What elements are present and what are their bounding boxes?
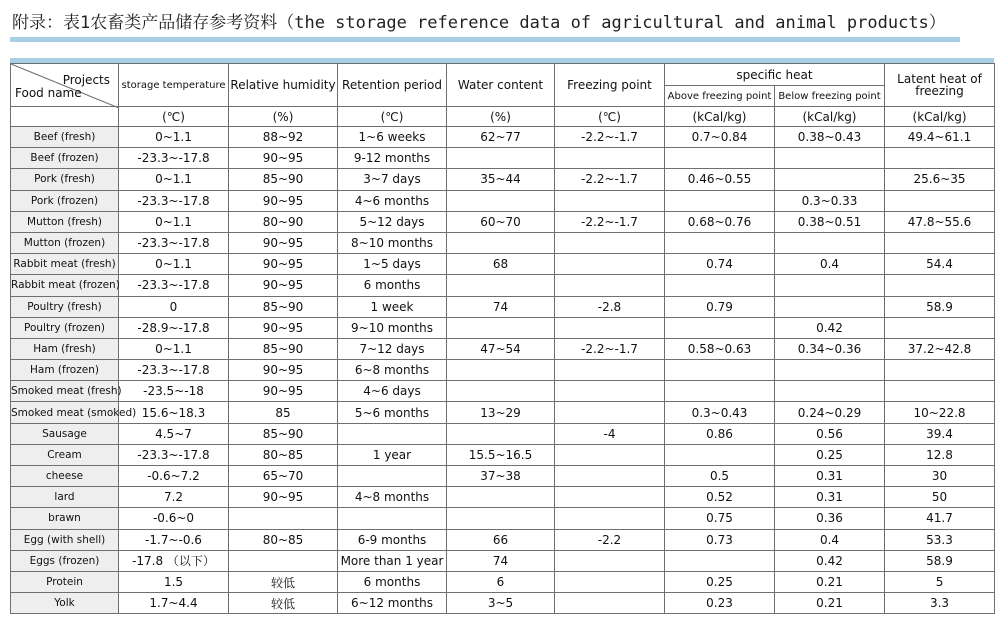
cell-freeze [555, 550, 665, 571]
cell-freeze: -2.2~-1.7 [555, 169, 665, 190]
unit-below-freezing: (kCal/kg) [775, 107, 885, 127]
cell-above: 0.79 [665, 296, 775, 317]
cell-humidity: 90~95 [229, 487, 338, 508]
table-row [11, 487, 995, 508]
cell-period: 9~10 months [338, 317, 447, 338]
cell-name: brawn [11, 508, 119, 529]
cell-below: 0.4 [775, 529, 885, 550]
cell-water: 6 [447, 571, 555, 592]
cell-latent: 39.4 [885, 423, 995, 444]
cell-freeze: -2.2~-1.7 [555, 338, 665, 359]
cell-water: 13~29 [447, 402, 555, 423]
cell-below: 0.42 [775, 550, 885, 571]
cell-temp: 0~1.1 [119, 169, 229, 190]
cell-above [665, 444, 775, 465]
cell-water: 74 [447, 550, 555, 571]
cell-name: Eggs (frozen) [11, 550, 119, 571]
cell-name: Protein [11, 571, 119, 592]
table-row [11, 508, 995, 529]
cell-humidity: 80~85 [229, 529, 338, 550]
cell-above: 0.3~0.43 [665, 402, 775, 423]
cell-latent: 54.4 [885, 254, 995, 275]
cell-period: 6~8 months [338, 360, 447, 381]
cell-temp: -23.3~-17.8 [119, 360, 229, 381]
cell-water [447, 148, 555, 169]
cell-below: 0.24~0.29 [775, 402, 885, 423]
table-row [11, 529, 995, 550]
cell-water: 68 [447, 254, 555, 275]
cell-latent: 50 [885, 487, 995, 508]
cell-below: 0.38~0.51 [775, 211, 885, 232]
cell-freeze [555, 232, 665, 253]
cell-freeze: -2.8 [555, 296, 665, 317]
cell-temp: -17.8 （以下） [119, 550, 229, 571]
cell-below: 0.56 [775, 423, 885, 444]
cell-latent [885, 148, 995, 169]
cell-above: 0.73 [665, 529, 775, 550]
cell-humidity [229, 508, 338, 529]
header-food-name: Food name [15, 86, 82, 100]
cell-above [665, 275, 775, 296]
cell-below: 0.34~0.36 [775, 338, 885, 359]
unit-latent-heat: (kCal/kg) [885, 107, 995, 127]
cell-above: 0.58~0.63 [665, 338, 775, 359]
cell-temp: -0.6~0 [119, 508, 229, 529]
cell-water [447, 232, 555, 253]
cell-humidity: 90~95 [229, 148, 338, 169]
cell-name: Pork (frozen) [11, 190, 119, 211]
cell-water [447, 487, 555, 508]
cell-name: Ham (fresh) [11, 338, 119, 359]
cell-above [665, 148, 775, 169]
cell-humidity: 90~95 [229, 275, 338, 296]
cell-above: 0.7~0.84 [665, 127, 775, 148]
storage-table [10, 63, 995, 614]
cell-humidity: 85~90 [229, 338, 338, 359]
cell-name: Rabbit meat (fresh) [11, 254, 119, 275]
cell-temp: -1.7~-0.6 [119, 529, 229, 550]
header-projects-foodname [11, 64, 119, 107]
cell-freeze [555, 487, 665, 508]
header-below-freezing: Below freezing point [775, 86, 885, 107]
cell-latent: 58.9 [885, 296, 995, 317]
cell-period: 4~6 days [338, 381, 447, 402]
cell-period [338, 466, 447, 487]
cell-water [447, 381, 555, 402]
cell-name: Beef (frozen) [11, 148, 119, 169]
table-row [11, 593, 995, 614]
header-storage-temperature: storage temperature [119, 64, 229, 107]
unit-storage-temperature: (℃) [119, 107, 229, 127]
cell-freeze [555, 148, 665, 169]
table-row [11, 571, 995, 592]
cell-latent: 49.4~61.1 [885, 127, 995, 148]
cell-water: 62~77 [447, 127, 555, 148]
cell-name: Ham (frozen) [11, 360, 119, 381]
cell-name: Smoked meat (smoked) [11, 402, 119, 423]
cell-name: Poultry (fresh) [11, 296, 119, 317]
cell-above: 0.74 [665, 254, 775, 275]
table-row [11, 423, 995, 444]
cell-humidity: 88~92 [229, 127, 338, 148]
cell-humidity: 90~95 [229, 232, 338, 253]
table-row [11, 232, 995, 253]
cell-name: Smoked meat (fresh) [11, 381, 119, 402]
cell-temp: 0~1.1 [119, 254, 229, 275]
cell-below [775, 381, 885, 402]
cell-temp: -23.3~-17.8 [119, 275, 229, 296]
cell-humidity: 85~90 [229, 423, 338, 444]
cell-latent: 5 [885, 571, 995, 592]
cell-water: 66 [447, 529, 555, 550]
cell-temp: -23.3~-17.8 [119, 148, 229, 169]
cell-latent [885, 232, 995, 253]
cell-latent [885, 360, 995, 381]
cell-below: 0.42 [775, 317, 885, 338]
cell-below: 0.36 [775, 508, 885, 529]
header-projects: Projects [62, 73, 110, 87]
cell-below [775, 275, 885, 296]
cell-name: Cream [11, 444, 119, 465]
table-row [11, 444, 995, 465]
cell-temp: -23.3~-17.8 [119, 444, 229, 465]
cell-name: lard [11, 487, 119, 508]
cell-freeze: -2.2~-1.7 [555, 127, 665, 148]
cell-humidity: 90~95 [229, 381, 338, 402]
cell-below: 0.4 [775, 254, 885, 275]
cell-below: 0.21 [775, 571, 885, 592]
cell-latent: 30 [885, 466, 995, 487]
cell-temp: -23.5~-18 [119, 381, 229, 402]
cell-humidity: 85 [229, 402, 338, 423]
cell-latent: 37.2~42.8 [885, 338, 995, 359]
cell-humidity: 80~85 [229, 444, 338, 465]
table-row [11, 275, 995, 296]
cell-water [447, 275, 555, 296]
cell-water: 60~70 [447, 211, 555, 232]
cell-above [665, 360, 775, 381]
cell-temp: 7.2 [119, 487, 229, 508]
cell-freeze [555, 444, 665, 465]
cell-above: 0.86 [665, 423, 775, 444]
cell-humidity: 较低 [229, 571, 338, 592]
header-freezing-point: Freezing point [555, 64, 665, 107]
cell-humidity: 90~95 [229, 360, 338, 381]
cell-temp: 15.6~18.3 [119, 402, 229, 423]
cell-above: 0.68~0.76 [665, 211, 775, 232]
cell-name: Yolk [11, 593, 119, 614]
cell-period: 5~12 days [338, 211, 447, 232]
cell-freeze [555, 317, 665, 338]
cell-period: 1 year [338, 444, 447, 465]
cell-period: 7~12 days [338, 338, 447, 359]
cell-below [775, 232, 885, 253]
cell-period [338, 508, 447, 529]
cell-temp: 0 [119, 296, 229, 317]
cell-below [775, 169, 885, 190]
cell-humidity: 80~90 [229, 211, 338, 232]
cell-freeze [555, 508, 665, 529]
cell-water: 47~54 [447, 338, 555, 359]
cell-temp: 0~1.1 [119, 338, 229, 359]
unit-above-freezing: (kCal/kg) [665, 107, 775, 127]
cell-water: 15.5~16.5 [447, 444, 555, 465]
cell-above: 0.46~0.55 [665, 169, 775, 190]
table-row [11, 148, 995, 169]
cell-freeze: -2.2 [555, 529, 665, 550]
cell-period: 8~10 months [338, 232, 447, 253]
cell-name: Sausage [11, 423, 119, 444]
cell-period: More than 1 year [338, 550, 447, 571]
table-row [11, 254, 995, 275]
table-row [11, 317, 995, 338]
cell-freeze [555, 571, 665, 592]
header-latent-heat: Latent heat of freezing [885, 64, 995, 107]
cell-period: 4~8 months [338, 487, 447, 508]
cell-temp: -23.3~-17.8 [119, 232, 229, 253]
cell-temp: 0~1.1 [119, 211, 229, 232]
cell-humidity: 90~95 [229, 254, 338, 275]
cell-below [775, 360, 885, 381]
cell-latent: 53.3 [885, 529, 995, 550]
cell-period: 3~7 days [338, 169, 447, 190]
cell-freeze [555, 360, 665, 381]
cell-above [665, 317, 775, 338]
cell-period: 4~6 months [338, 190, 447, 211]
cell-freeze: -4 [555, 423, 665, 444]
cell-humidity: 85~90 [229, 169, 338, 190]
cell-water [447, 190, 555, 211]
cell-freeze [555, 275, 665, 296]
cell-temp: 4.5~7 [119, 423, 229, 444]
cell-temp: -0.6~7.2 [119, 466, 229, 487]
cell-period: 1 week [338, 296, 447, 317]
cell-water: 74 [447, 296, 555, 317]
cell-water [447, 423, 555, 444]
header-relative-humidity: Relative humidity [229, 64, 338, 107]
unit-freezing-point: (℃) [555, 107, 665, 127]
cell-below [775, 148, 885, 169]
cell-above [665, 232, 775, 253]
table-row [11, 296, 995, 317]
header-specific-heat: specific heat [665, 64, 885, 86]
cell-water [447, 317, 555, 338]
cell-period: 6 months [338, 571, 447, 592]
page-title: 附录：表1农畜类产品储存参考资料（the storage reference data of agricultural and animal products） [12, 13, 946, 33]
cell-name: Mutton (fresh) [11, 211, 119, 232]
table-body [11, 127, 995, 614]
cell-period: 6-9 months [338, 529, 447, 550]
cell-period: 9-12 months [338, 148, 447, 169]
cell-period [338, 423, 447, 444]
cell-latent: 3.3 [885, 593, 995, 614]
cell-humidity: 90~95 [229, 190, 338, 211]
cell-water: 3~5 [447, 593, 555, 614]
cell-humidity: 85~90 [229, 296, 338, 317]
unit-relative-humidity: (%) [229, 107, 338, 127]
table-row [11, 402, 995, 423]
cell-temp: -23.3~-17.8 [119, 190, 229, 211]
cell-temp: 1.5 [119, 571, 229, 592]
header-water-content: Water content [447, 64, 555, 107]
cell-latent [885, 317, 995, 338]
cell-below: 0.21 [775, 593, 885, 614]
cell-above: 0.75 [665, 508, 775, 529]
header-above-freezing: Above freezing point [665, 86, 775, 107]
cell-above: 0.23 [665, 593, 775, 614]
cell-above: 0.5 [665, 466, 775, 487]
cell-below: 0.31 [775, 487, 885, 508]
cell-temp: -28.9~-17.8 [119, 317, 229, 338]
title-underline [10, 37, 960, 42]
cell-latent [885, 381, 995, 402]
table-row [11, 190, 995, 211]
cell-period: 1~6 weeks [338, 127, 447, 148]
cell-freeze [555, 402, 665, 423]
cell-humidity: 65~70 [229, 466, 338, 487]
cell-name: Poultry (frozen) [11, 317, 119, 338]
unit-retention-period: (℃) [338, 107, 447, 127]
cell-water: 37~38 [447, 466, 555, 487]
unit-water-content: (%) [447, 107, 555, 127]
cell-name: Pork (fresh) [11, 169, 119, 190]
cell-below: 0.31 [775, 466, 885, 487]
cell-freeze [555, 190, 665, 211]
table-row [11, 211, 995, 232]
cell-water: 35~44 [447, 169, 555, 190]
cell-latent [885, 190, 995, 211]
cell-period: 6 months [338, 275, 447, 296]
table-row [11, 550, 995, 571]
table-row [11, 381, 995, 402]
cell-above [665, 190, 775, 211]
header-retention-period: Retention period [338, 64, 447, 107]
cell-latent: 58.9 [885, 550, 995, 571]
table-row [11, 169, 995, 190]
cell-below: 0.3~0.33 [775, 190, 885, 211]
cell-period: 6~12 months [338, 593, 447, 614]
cell-latent: 12.8 [885, 444, 995, 465]
cell-name: Rabbit meat (frozen) [11, 275, 119, 296]
cell-humidity: 较低 [229, 593, 338, 614]
cell-freeze [555, 254, 665, 275]
cell-freeze [555, 381, 665, 402]
cell-name: cheese [11, 466, 119, 487]
cell-temp: 0~1.1 [119, 127, 229, 148]
cell-freeze: -2.2~-1.7 [555, 211, 665, 232]
cell-freeze [555, 466, 665, 487]
cell-period: 5~6 months [338, 402, 447, 423]
cell-humidity [229, 550, 338, 571]
table-row [11, 466, 995, 487]
cell-above: 0.52 [665, 487, 775, 508]
cell-latent: 41.7 [885, 508, 995, 529]
cell-temp: 1.7~4.4 [119, 593, 229, 614]
cell-freeze [555, 593, 665, 614]
cell-water [447, 360, 555, 381]
cell-above: 0.25 [665, 571, 775, 592]
cell-below: 0.38~0.43 [775, 127, 885, 148]
cell-latent: 10~22.8 [885, 402, 995, 423]
cell-name: Beef (fresh) [11, 127, 119, 148]
cell-humidity: 90~95 [229, 317, 338, 338]
table-row [11, 360, 995, 381]
cell-name: Mutton (frozen) [11, 232, 119, 253]
cell-below: 0.25 [775, 444, 885, 465]
table-row [11, 127, 995, 148]
table-row [11, 338, 995, 359]
cell-period: 1~5 days [338, 254, 447, 275]
cell-latent [885, 275, 995, 296]
cell-water [447, 508, 555, 529]
cell-above [665, 381, 775, 402]
cell-latent: 25.6~35 [885, 169, 995, 190]
cell-latent: 47.8~55.6 [885, 211, 995, 232]
unit-blank [11, 107, 119, 127]
cell-name: Egg (with shell) [11, 529, 119, 550]
cell-below [775, 296, 885, 317]
cell-above [665, 550, 775, 571]
